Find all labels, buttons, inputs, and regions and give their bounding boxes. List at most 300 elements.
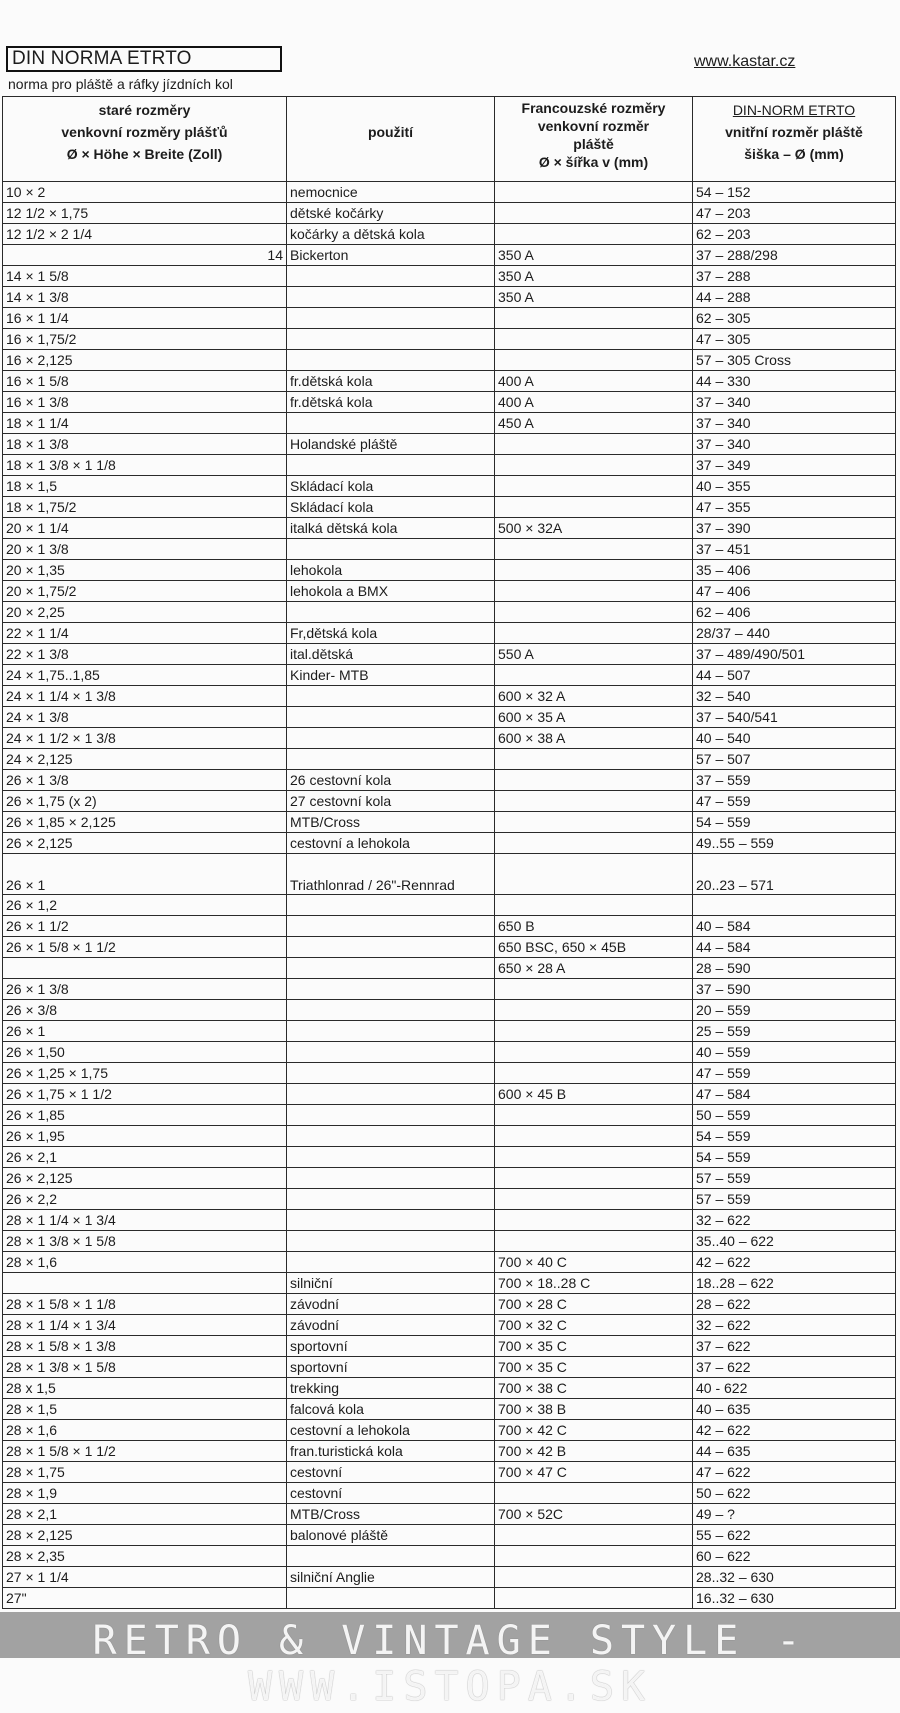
cell-din-etrto: 55 – 622 (693, 1525, 896, 1546)
cell-usage: fr.dětská kola (287, 371, 495, 392)
cell-usage (287, 1546, 495, 1567)
table-row (3, 1105, 896, 1126)
cell-french-size (495, 434, 693, 455)
cell-old-size: 26 × 1,85 × 2,125 (3, 812, 287, 833)
cell-french-size (495, 329, 693, 350)
table-row (3, 707, 896, 728)
cell-usage (287, 1063, 495, 1084)
cell-usage: cestovní (287, 1462, 495, 1483)
table-row (3, 749, 896, 770)
table-row (3, 1525, 896, 1546)
cell-old-size: 24 × 2,125 (3, 749, 287, 770)
table-row (3, 1378, 896, 1399)
cell-french-size: 350 A (495, 245, 693, 266)
cell-old-size: 26 × 3/8 (3, 1000, 287, 1021)
cell-old-size: 16 × 1 5/8 (3, 371, 287, 392)
cell-old-size: 26 × 1 (3, 1021, 287, 1042)
table-row (3, 266, 896, 287)
cell-usage: Fr,dětská kola (287, 623, 495, 644)
table-row (3, 392, 896, 413)
table-row (3, 1315, 896, 1336)
cell-french-size: 650 B (495, 916, 693, 937)
cell-usage: lehokola (287, 560, 495, 581)
cell-old-size: 12 1/2 × 1,75 (3, 203, 287, 224)
cell-french-size (495, 350, 693, 371)
cell-french-size (495, 1546, 693, 1567)
cell-usage (287, 1168, 495, 1189)
table-row (3, 329, 896, 350)
cell-old-size: 22 × 1 1/4 (3, 623, 287, 644)
cell-old-size: 26 × 1,75 × 1 1/2 (3, 1084, 287, 1105)
table-row (3, 1504, 896, 1525)
cell-old-size: 26 × 1 (3, 854, 287, 895)
cell-old-size: 20 × 1,35 (3, 560, 287, 581)
cell-french-size: 700 × 35 C (495, 1336, 693, 1357)
table-row (3, 1231, 896, 1252)
cell-din-etrto: 50 – 559 (693, 1105, 896, 1126)
cell-usage: trekking (287, 1378, 495, 1399)
cell-old-size: 28 × 1 1/4 × 1 3/4 (3, 1210, 287, 1231)
cell-din-etrto: 47 – 559 (693, 1063, 896, 1084)
cell-din-etrto: 40 – 559 (693, 1042, 896, 1063)
table-row (3, 1252, 896, 1273)
cell-din-etrto: 32 – 622 (693, 1210, 896, 1231)
table-row (3, 602, 896, 623)
cell-french-size: 600 × 35 A (495, 707, 693, 728)
cell-usage: lehokola a BMX (287, 581, 495, 602)
cell-french-size: 700 × 40 C (495, 1252, 693, 1273)
cell-old-size: 18 × 1 3/8 × 1 1/8 (3, 455, 287, 476)
cell-usage (287, 1126, 495, 1147)
cell-usage (287, 602, 495, 623)
cell-old-size: 26 × 1,95 (3, 1126, 287, 1147)
cell-french-size: 550 A (495, 644, 693, 665)
cell-usage (287, 329, 495, 350)
cell-din-etrto: 37 – 622 (693, 1357, 896, 1378)
cell-french-size: 400 A (495, 392, 693, 413)
cell-din-etrto: 47 – 305 (693, 329, 896, 350)
table-header-row (3, 97, 896, 182)
cell-usage: cestovní a lehokola (287, 1420, 495, 1441)
cell-usage (287, 749, 495, 770)
cell-old-size: 27 × 1 1/4 (3, 1567, 287, 1588)
cell-usage (287, 1210, 495, 1231)
cell-usage (287, 539, 495, 560)
cell-din-etrto: 40 – 540 (693, 728, 896, 749)
cell-din-etrto: 57 – 559 (693, 1168, 896, 1189)
cell-usage (287, 1252, 495, 1273)
cell-french-size: 700 × 18..28 C (495, 1273, 693, 1294)
cell-din-etrto: 37 – 349 (693, 455, 896, 476)
cell-french-size: 500 × 32A (495, 518, 693, 539)
table-row (3, 1357, 896, 1378)
table-row (3, 1210, 896, 1231)
cell-usage: cestovní (287, 1483, 495, 1504)
cell-french-size (495, 1042, 693, 1063)
cell-french-size: 700 × 38 C (495, 1378, 693, 1399)
header-old-sizes-line3: Ø × Höhe × Breite (Zoll) (66, 146, 223, 162)
cell-old-size: 28 × 1 3/8 × 1 5/8 (3, 1231, 287, 1252)
cell-din-etrto: 37 – 340 (693, 413, 896, 434)
cell-din-etrto: 37 – 540/541 (693, 707, 896, 728)
cell-din-etrto: 35 – 406 (693, 560, 896, 581)
cell-usage (287, 1231, 495, 1252)
cell-din-etrto: 49..55 – 559 (693, 833, 896, 854)
cell-usage: ital.dětská (287, 644, 495, 665)
cell-din-etrto: 37 – 340 (693, 434, 896, 455)
cell-usage (287, 455, 495, 476)
cell-din-etrto: 54 – 559 (693, 1147, 896, 1168)
cell-french-size (495, 1168, 693, 1189)
header-old-sizes-line2: venkovní rozměry plášťů (61, 124, 228, 140)
cell-din-etrto: 54 – 152 (693, 182, 896, 203)
cell-old-size: 18 × 1,75/2 (3, 497, 287, 518)
table-row (3, 539, 896, 560)
cell-old-size: 26 × 1 1/2 (3, 916, 287, 937)
cell-din-etrto: 37 – 489/490/501 (693, 644, 896, 665)
cell-usage: nemocnice (287, 182, 495, 203)
cell-french-size (495, 1063, 693, 1084)
cell-french-size (495, 560, 693, 581)
cell-din-etrto: 37 – 390 (693, 518, 896, 539)
cell-usage: 27 cestovní kola (287, 791, 495, 812)
cell-french-size (495, 1210, 693, 1231)
cell-french-size (495, 1231, 693, 1252)
cell-old-size: 28 × 1,75 (3, 1462, 287, 1483)
cell-din-etrto: 42 – 622 (693, 1420, 896, 1441)
cell-french-size (495, 1588, 693, 1609)
cell-old-size: 28 × 2,1 (3, 1504, 287, 1525)
cell-old-size: 26 × 1,85 (3, 1105, 287, 1126)
cell-french-size: 700 × 35 C (495, 1357, 693, 1378)
cell-old-size: 12 1/2 × 2 1/4 (3, 224, 287, 245)
cell-usage (287, 350, 495, 371)
document-subtitle: norma pro pláště a ráfky jízdních kol (8, 76, 233, 92)
table-row (3, 1588, 896, 1609)
cell-french-size (495, 1147, 693, 1168)
cell-din-etrto: 40 – 635 (693, 1399, 896, 1420)
cell-din-etrto: 37 – 451 (693, 539, 896, 560)
cell-din-etrto: 44 – 288 (693, 287, 896, 308)
cell-old-size: 16 × 1 1/4 (3, 308, 287, 329)
cell-din-etrto: 32 – 540 (693, 686, 896, 707)
cell-din-etrto: 49 – ? (693, 1504, 896, 1525)
header-din-line3: šiška – Ø (mm) (744, 146, 844, 162)
cell-din-etrto: 37 – 559 (693, 770, 896, 791)
cell-french-size: 450 A (495, 413, 693, 434)
cell-old-size: 16 × 2,125 (3, 350, 287, 371)
cell-french-size (495, 1525, 693, 1546)
cell-old-size: 26 × 1 3/8 (3, 979, 287, 1000)
cell-usage: 26 cestovní kola (287, 770, 495, 791)
cell-french-size (495, 308, 693, 329)
cell-old-size: 26 × 1,75 (x 2) (3, 791, 287, 812)
website-link[interactable]: www.kastar.cz (694, 53, 796, 70)
cell-usage: fran.turistická kola (287, 1441, 495, 1462)
table-row (3, 1462, 896, 1483)
cell-din-etrto: 57 – 559 (693, 1189, 896, 1210)
cell-usage: Holandské pláště (287, 434, 495, 455)
cell-french-size (495, 1189, 693, 1210)
cell-french-size (495, 1021, 693, 1042)
cell-old-size: 24 × 1,75..1,85 (3, 665, 287, 686)
cell-old-size: 14 (3, 245, 287, 266)
table-row (3, 644, 896, 665)
cell-french-size: 700 × 38 B (495, 1399, 693, 1420)
cell-old-size: 22 × 1 3/8 (3, 644, 287, 665)
cell-old-size: 24 × 1 1/4 × 1 3/8 (3, 686, 287, 707)
cell-usage (287, 979, 495, 1000)
cell-din-etrto: 62 – 406 (693, 602, 896, 623)
cell-old-size: 16 × 1 3/8 (3, 392, 287, 413)
cell-old-size: 28 × 1,6 (3, 1420, 287, 1441)
cell-usage: Skládací kola (287, 497, 495, 518)
cell-old-size: 28 × 2,35 (3, 1546, 287, 1567)
cell-din-etrto: 37 – 340 (693, 392, 896, 413)
table-row (3, 560, 896, 581)
cell-old-size: 28 × 1 3/8 × 1 5/8 (3, 1357, 287, 1378)
cell-french-size (495, 665, 693, 686)
cell-old-size: 28 × 1,6 (3, 1252, 287, 1273)
cell-din-etrto: 47 – 559 (693, 791, 896, 812)
cell-old-size: 26 × 2,125 (3, 1168, 287, 1189)
cell-french-size (495, 497, 693, 518)
cell-usage: MTB/Cross (287, 812, 495, 833)
table-row (3, 1147, 896, 1168)
cell-old-size: 16 × 1,75/2 (3, 329, 287, 350)
cell-old-size: 28 × 1 5/8 × 1 1/8 (3, 1294, 287, 1315)
table-row (3, 1273, 896, 1294)
cell-usage (287, 937, 495, 958)
cell-usage: Skládací kola (287, 476, 495, 497)
table-row (3, 1000, 896, 1021)
cell-usage (287, 686, 495, 707)
table-row (3, 1294, 896, 1315)
header-french-sizes (495, 97, 693, 182)
cell-french-size (495, 203, 693, 224)
cell-usage (287, 1084, 495, 1105)
table-row (3, 308, 896, 329)
table-row (3, 916, 896, 937)
cell-usage (287, 1042, 495, 1063)
cell-usage (287, 266, 495, 287)
header-usage (287, 97, 495, 182)
cell-french-size: 700 × 52C (495, 1504, 693, 1525)
cell-old-size: 20 × 1 1/4 (3, 518, 287, 539)
cell-old-size: 20 × 1,75/2 (3, 581, 287, 602)
cell-french-size (495, 455, 693, 476)
cell-din-etrto: 40 – 584 (693, 916, 896, 937)
cell-old-size: 18 × 1 1/4 (3, 413, 287, 434)
cell-usage: závodní (287, 1294, 495, 1315)
table-row (3, 224, 896, 245)
cell-french-size: 400 A (495, 371, 693, 392)
cell-din-etrto: 28 – 622 (693, 1294, 896, 1315)
cell-usage (287, 1147, 495, 1168)
cell-old-size: 24 × 1 3/8 (3, 707, 287, 728)
cell-old-size: 28 × 1 5/8 × 1 3/8 (3, 1336, 287, 1357)
cell-usage: silniční (287, 1273, 495, 1294)
cell-din-etrto: 47 – 203 (693, 203, 896, 224)
cell-usage: sportovní (287, 1336, 495, 1357)
cell-din-etrto: 44 – 330 (693, 371, 896, 392)
cell-french-size (495, 791, 693, 812)
cell-old-size: 14 × 1 3/8 (3, 287, 287, 308)
table-row (3, 1567, 896, 1588)
cell-old-size: 20 × 1 3/8 (3, 539, 287, 560)
table-row (3, 1042, 896, 1063)
cell-old-size: 24 × 1 1/2 × 1 3/8 (3, 728, 287, 749)
cell-old-size: 27" (3, 1588, 287, 1609)
cell-french-size (495, 1126, 693, 1147)
cell-french-size: 700 × 42 B (495, 1441, 693, 1462)
table-row (3, 350, 896, 371)
table-row (3, 1420, 896, 1441)
cell-french-size (495, 1000, 693, 1021)
cell-din-etrto: 42 – 622 (693, 1252, 896, 1273)
cell-french-size: 600 × 45 B (495, 1084, 693, 1105)
cell-usage (287, 1000, 495, 1021)
cell-french-size (495, 833, 693, 854)
table-row (3, 1168, 896, 1189)
cell-usage (287, 728, 495, 749)
cell-old-size: 28 × 1 5/8 × 1 1/2 (3, 1441, 287, 1462)
cell-french-size (495, 476, 693, 497)
cell-french-size (495, 1483, 693, 1504)
cell-usage (287, 308, 495, 329)
table-row (3, 497, 896, 518)
cell-french-size (495, 749, 693, 770)
cell-old-size: 26 × 1,2 (3, 895, 287, 916)
cell-french-size (495, 895, 693, 916)
cell-french-size: 350 A (495, 266, 693, 287)
cell-usage (287, 1588, 495, 1609)
cell-din-etrto: 57 – 305 Cross (693, 350, 896, 371)
cell-din-etrto: 28..32 – 630 (693, 1567, 896, 1588)
cell-din-etrto: 62 – 305 (693, 308, 896, 329)
cell-din-etrto: 44 – 584 (693, 937, 896, 958)
cell-french-size: 700 × 32 C (495, 1315, 693, 1336)
cell-din-etrto: 40 - 622 (693, 1378, 896, 1399)
table-row (3, 623, 896, 644)
cell-usage (287, 413, 495, 434)
cell-usage: závodní (287, 1315, 495, 1336)
table-row (3, 854, 896, 895)
table-row (3, 937, 896, 958)
cell-old-size (3, 958, 287, 979)
cell-french-size (495, 182, 693, 203)
cell-french-size: 700 × 47 C (495, 1462, 693, 1483)
cell-old-size: 26 × 2,125 (3, 833, 287, 854)
cell-old-size: 26 × 1 5/8 × 1 1/2 (3, 937, 287, 958)
table-row (3, 1399, 896, 1420)
cell-din-etrto: 28/37 – 440 (693, 623, 896, 644)
cell-french-size: 650 BSC, 650 × 45B (495, 937, 693, 958)
cell-din-etrto: 60 – 622 (693, 1546, 896, 1567)
cell-din-etrto: 37 – 590 (693, 979, 896, 1000)
table-row (3, 581, 896, 602)
table-row (3, 1021, 896, 1042)
cell-din-etrto: 37 – 622 (693, 1336, 896, 1357)
table-row (3, 182, 896, 203)
header-din-line1: DIN-NORM ETRTO (732, 102, 856, 118)
cell-old-size: 26 × 2,1 (3, 1147, 287, 1168)
cell-old-size: 28 x 1,5 (3, 1378, 287, 1399)
table-row (3, 686, 896, 707)
cell-din-etrto: 37 – 288/298 (693, 245, 896, 266)
cell-old-size: 18 × 1 3/8 (3, 434, 287, 455)
cell-usage (287, 707, 495, 728)
cell-old-size: 28 × 2,125 (3, 1525, 287, 1546)
cell-french-size (495, 979, 693, 1000)
cell-din-etrto: 20 – 559 (693, 1000, 896, 1021)
table-row (3, 1483, 896, 1504)
etrto-size-table (2, 96, 896, 1609)
cell-old-size: 26 × 2,2 (3, 1189, 287, 1210)
cell-french-size: 700 × 42 C (495, 1420, 693, 1441)
cell-french-size (495, 623, 693, 644)
cell-din-etrto: 62 – 203 (693, 224, 896, 245)
cell-din-etrto: 40 – 355 (693, 476, 896, 497)
cell-french-size (495, 581, 693, 602)
cell-french-size (495, 1567, 693, 1588)
cell-din-etrto: 50 – 622 (693, 1483, 896, 1504)
table-row (3, 413, 896, 434)
header-french-line1: Francouzské rozměry (521, 100, 666, 116)
cell-usage: falcová kola (287, 1399, 495, 1420)
table-row (3, 665, 896, 686)
cell-old-size (3, 1273, 287, 1294)
table-row (3, 203, 896, 224)
cell-old-size: 26 × 1,25 × 1,75 (3, 1063, 287, 1084)
cell-old-size: 28 × 1,5 (3, 1399, 287, 1420)
table-row (3, 1189, 896, 1210)
header-old-sizes (3, 97, 287, 182)
document-title: DIN NORMA ETRTO (6, 46, 282, 72)
header-din-norm (693, 97, 896, 182)
table-row (3, 1336, 896, 1357)
table-row (3, 371, 896, 392)
cell-french-size (495, 770, 693, 791)
cell-french-size: 600 × 38 A (495, 728, 693, 749)
cell-din-etrto: 18..28 – 622 (693, 1273, 896, 1294)
header-french-line2: venkovní rozměr (537, 118, 650, 134)
table-row (3, 728, 896, 749)
cell-usage: Bickerton (287, 245, 495, 266)
cell-usage (287, 1189, 495, 1210)
cell-din-etrto: 35..40 – 622 (693, 1231, 896, 1252)
header-din-line2: vnitřní rozměr pláště (725, 124, 863, 140)
table-row (3, 812, 896, 833)
cell-usage (287, 287, 495, 308)
cell-din-etrto: 47 – 584 (693, 1084, 896, 1105)
cell-din-etrto: 44 – 507 (693, 665, 896, 686)
table-row (3, 1063, 896, 1084)
cell-usage: dětské kočárky (287, 203, 495, 224)
table-row (3, 518, 896, 539)
cell-usage (287, 1021, 495, 1042)
table-row (3, 1546, 896, 1567)
cell-din-etrto: 28 – 590 (693, 958, 896, 979)
cell-din-etrto: 16..32 – 630 (693, 1588, 896, 1609)
header-usage-label: použití (367, 124, 414, 140)
cell-french-size: 700 × 28 C (495, 1294, 693, 1315)
table-row (3, 958, 896, 979)
cell-old-size: 26 × 1 3/8 (3, 770, 287, 791)
table-row (3, 287, 896, 308)
cell-usage: MTB/Cross (287, 1504, 495, 1525)
cell-french-size (495, 812, 693, 833)
